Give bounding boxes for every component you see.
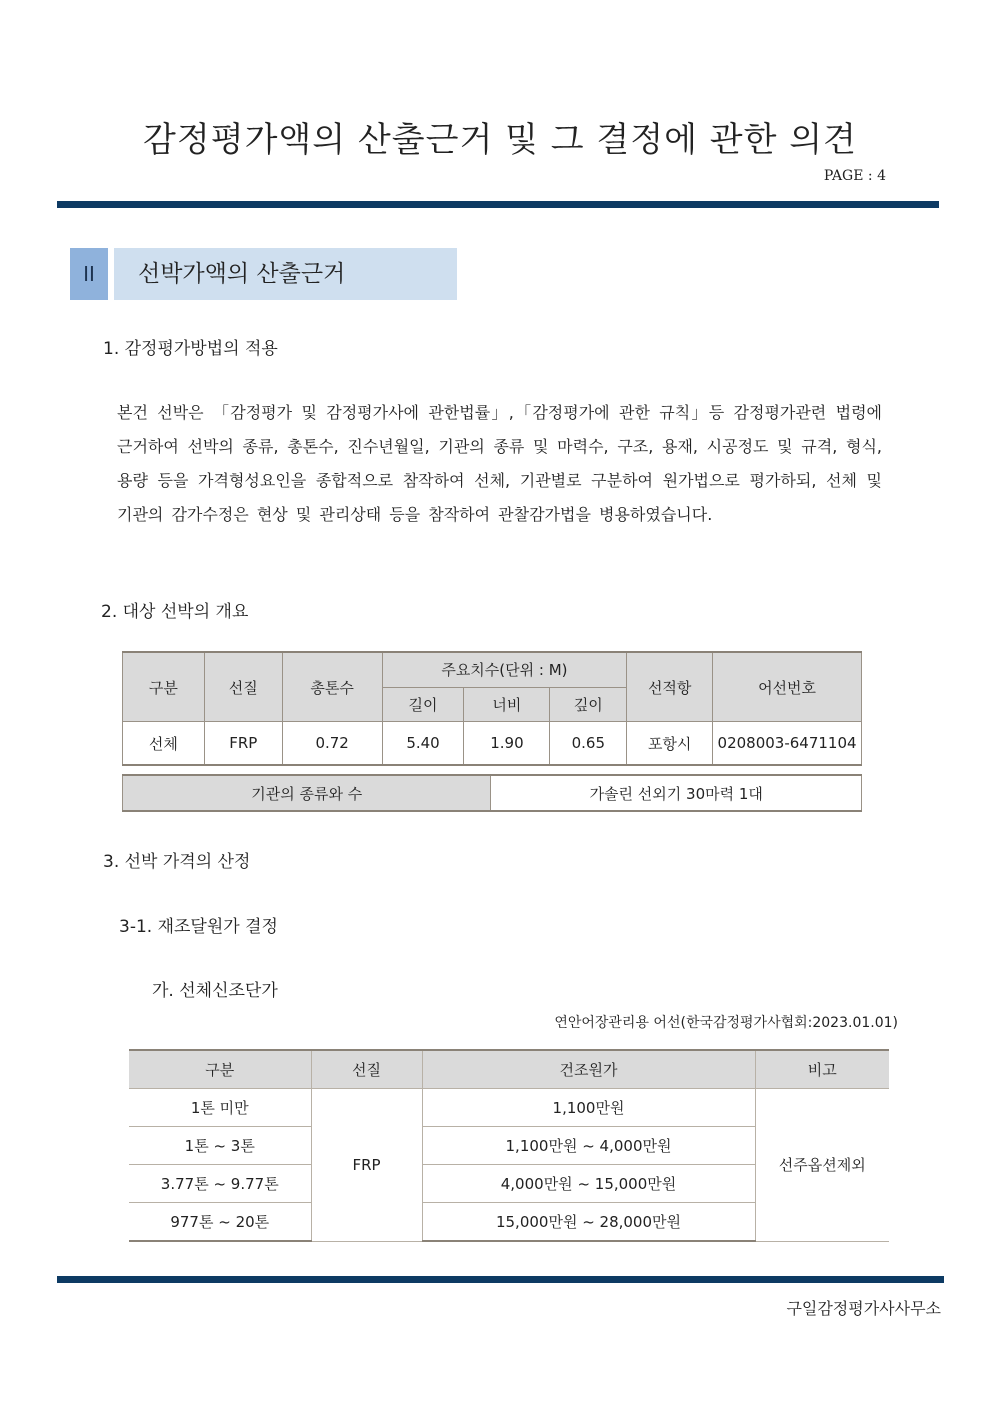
section-title: 선박가액의 산출근거 xyxy=(114,248,457,300)
sub1-paragraph: 본건 선박은 「감정평가 및 감정평가사에 관한법률」,「감정평가에 관한 규칙」등 감정평가관련 법령에 근거하여 선박의 종류, 총톤수, 진수년월일, 기관의 종류 및 마력수, 구조, 용재, 시공정도 및 규격, 형식, 용량 등을 가격형성요인을 종합적으로 참작하여 선체, 기관별로 구분하여 원가법으로 평가하되, 선체 및 기관의 감가수정은 현상 및 관리상태 등을 참작하여 관찰감가법을 병용하였습니다. xyxy=(117,403,882,524)
th-tonnage: 총톤수 xyxy=(282,652,382,722)
table-row-range: 3.77톤 ~ 9.77톤 xyxy=(129,1165,311,1203)
sub3-1-heading: 3-1. 재조달원가 결정 xyxy=(119,917,278,937)
sub3-heading: 3. 선박 가격의 산정 xyxy=(103,852,251,872)
sub2-heading: 2. 대상 선박의 개요 xyxy=(101,602,249,622)
th-range: 구분 xyxy=(129,1050,311,1089)
section-number: II xyxy=(70,248,108,300)
sub1-heading: 1. 감정평가방법의 적용 xyxy=(103,339,278,359)
td-material: FRP xyxy=(204,722,282,766)
table-row-range: 1톤 ~ 3톤 xyxy=(129,1127,311,1165)
th-cost: 건조원가 xyxy=(422,1050,755,1089)
engine-table xyxy=(122,774,862,812)
page-number: PAGE : 4 xyxy=(823,168,886,184)
td-material: FRP xyxy=(311,1089,422,1242)
header-divider xyxy=(57,201,939,208)
document-title: 감정평가액의 산출근거 및 그 결정에 관한 의견 xyxy=(143,120,857,160)
th-width: 너비 xyxy=(464,687,550,722)
th-category: 구분 xyxy=(123,652,205,722)
engine-label: 기관의 종류와 수 xyxy=(123,775,491,811)
td-remark: 선주옵션제외 xyxy=(755,1089,889,1242)
th-fishing-no: 어선번호 xyxy=(713,652,862,722)
th-depth: 깊이 xyxy=(550,687,627,722)
td-width: 1.90 xyxy=(464,722,550,766)
th-remark: 비고 xyxy=(755,1050,889,1089)
th-length: 길이 xyxy=(382,687,464,722)
td-tonnage: 0.72 xyxy=(282,722,382,766)
vessel-overview-table xyxy=(122,651,862,766)
td-length: 5.40 xyxy=(382,722,464,766)
office-name: 구일감정평가사사무소 xyxy=(786,1299,941,1318)
th-port: 선적항 xyxy=(627,652,713,722)
td-fishing-no: 0208003-6471104 xyxy=(713,722,862,766)
th-dimensions: 주요치수(단위 : M) xyxy=(382,652,627,687)
engine-value: 가솔린 선외기 30마력 1대 xyxy=(491,775,862,811)
table-row-cost: 15,000만원 ~ 28,000만원 xyxy=(422,1203,755,1242)
td-port: 포항시 xyxy=(627,722,713,766)
table-row-cost: 1,100만원 xyxy=(422,1089,755,1127)
table-row-cost: 4,000만원 ~ 15,000만원 xyxy=(422,1165,755,1203)
th-material: 선질 xyxy=(204,652,282,722)
td-depth: 0.65 xyxy=(550,722,627,766)
source-note: 연안어장관리용 어선(한국감정평가사협회:2023.01.01) xyxy=(554,1015,898,1031)
th-material: 선질 xyxy=(311,1050,422,1089)
table-row-range: 977톤 ~ 20톤 xyxy=(129,1203,311,1242)
hull-cost-table xyxy=(129,1049,889,1242)
item-heading: 가. 선체신조단가 xyxy=(152,981,278,1001)
table-row-cost: 1,100만원 ~ 4,000만원 xyxy=(422,1127,755,1165)
td-category: 선체 xyxy=(123,722,205,766)
footer-divider xyxy=(57,1276,944,1283)
table-row-range: 1톤 미만 xyxy=(129,1089,311,1127)
